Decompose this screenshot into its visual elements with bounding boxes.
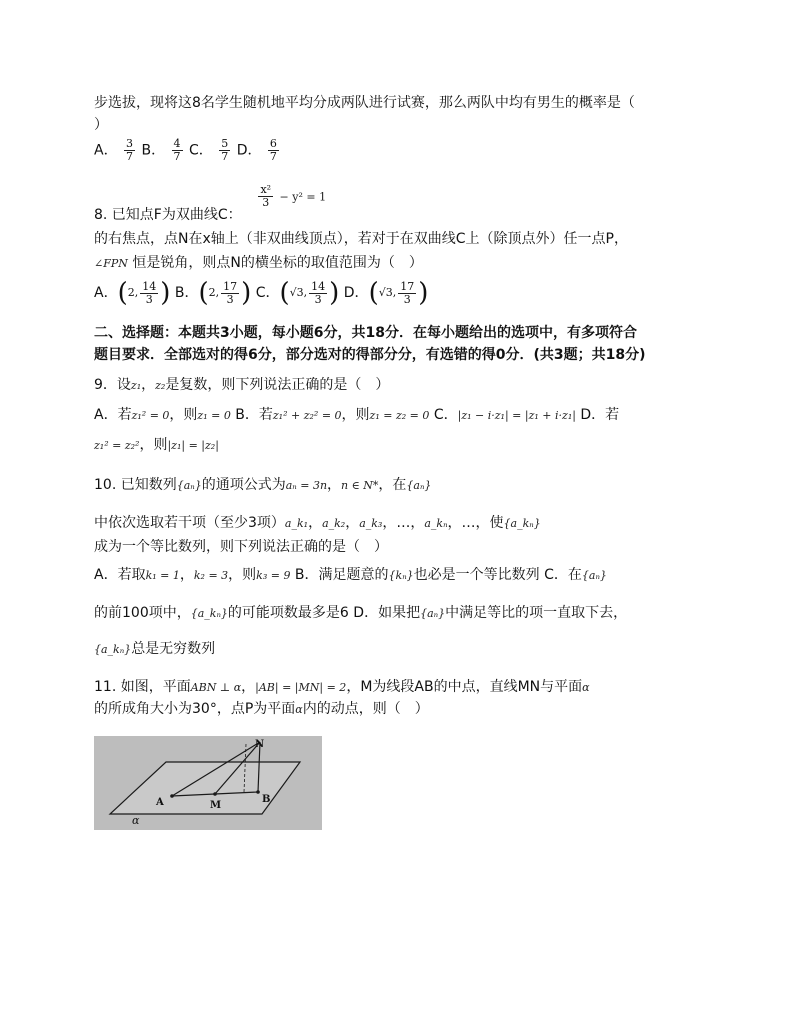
- q8-options: A．(2, $\frac{14}{3}$ ) B．(2, $\frac{17}{3}$ ) C．(√3, $\frac{14}{3}$ ) D．(√3, $\frac{17}{3}$ ): [94, 278, 429, 308]
- q9-a-cond: z₁² = 0: [131, 409, 170, 422]
- label-A: A: [156, 797, 164, 808]
- label-M: M: [210, 800, 222, 811]
- point-A: [170, 794, 174, 798]
- q7-option-c-fraction: $\frac{5}{7}$: [221, 137, 229, 163]
- q8-line2: 的右焦点，点N在x轴上（非双曲线顶点），若对于在双曲线C上（除顶点外）任一点P，: [94, 231, 628, 247]
- q7-line2: ）: [94, 117, 108, 133]
- q8-line1: 8. 已知点F为双曲线C：: [94, 207, 242, 223]
- q8-hyperbola-fraction: $\frac{\text{x²}}{3}$: [260, 183, 272, 209]
- q7-options: [94, 138, 281, 163]
- q11-stem-line1: 11. 如图，平面ABN ⊥ α，|AB| = |MN| = 2，M为线段AB的中点，直线MN与平面α: [94, 679, 590, 695]
- q7-option-a-label: A．: [94, 142, 118, 159]
- q8-angle: ∠FPN: [94, 257, 128, 270]
- point-B: [256, 790, 260, 794]
- q10-stem-line1: 10. 已知数列{aₙ}的通项公式为aₙ = 3n，n ∈ N*，在{aₙ}: [94, 477, 432, 493]
- q10-stem-line3: 成为一个等比数列，则下列说法正确的是（ ）: [94, 539, 388, 555]
- q8-hyperbola-rest: − y² = 1: [279, 190, 327, 204]
- q8-option-b-interval: (2, $\frac{17}{3}$ ): [198, 278, 252, 308]
- q7-option-c-label: C．: [189, 142, 213, 159]
- q9-b-cond: z₁² + z₂² = 0: [272, 409, 342, 422]
- q10-options-row1: A．若取k₁ = 1，k₂ = 3，则k₃ = 9 B．满足题意的{kₙ}也必是一个等比数列 C．在{aₙ}: [94, 567, 607, 583]
- label-N: N: [255, 739, 265, 750]
- q7-option-d-fraction: $\frac{6}{7}$: [269, 137, 277, 163]
- q9-stem: 9．设z₁，z₂是复数，则下列说法正确的是（ ）: [94, 377, 390, 393]
- q9-options-row1: A．若z₁² = 0，则z₁ = 0 B．若z₁² + z₂² = 0，则z₁ = z₂ = 0 C．|z₁ − i·z₁| = |z₁ + i·z₁| D．若: [94, 407, 620, 423]
- q10-stem-line2: 中依次选取若干项（至少3项）a_k₁，a_k₂，a_k₃，…，a_kₙ，…，使{a_kₙ}: [94, 515, 541, 531]
- q9-options-row2: z₁² = z₂²，则|z₁| = |z₂|: [94, 437, 219, 453]
- point-M: [213, 792, 217, 796]
- q7-option-d-label: D．: [236, 142, 262, 159]
- label-B: B: [262, 794, 271, 805]
- q8-option-c-interval: (√3, $\frac{14}{3}$ ): [279, 278, 340, 308]
- q9-c-expr: |z₁ − i·z₁| = |z₁ + i·z₁|: [457, 409, 576, 422]
- label-alpha: α: [132, 814, 140, 827]
- q8-line3: ∠FPN 恒是锐角，则点N的横坐标的取值范围为（ ）: [94, 255, 423, 271]
- q8-option-d-interval: (√3, $\frac{17}{3}$ ): [368, 278, 429, 308]
- q10-options-row2: 的前100项中，{a_kₙ}的可能项数最多是6 D．如果把{aₙ}中满足等比的项一直取下去，: [94, 605, 628, 621]
- q9-d-cond: z₁² = z₂²: [94, 439, 140, 452]
- q7-option-b-fraction: $\frac{4}{7}$: [173, 137, 181, 163]
- q7-option-b-label: B．: [141, 142, 166, 159]
- q11-stem-line2: 的所成角大小为30°，点P为平面α内的动点，则（ ）: [94, 701, 429, 717]
- q7-option-a-fraction: $\frac{3}{7}$: [126, 137, 134, 163]
- q10-options-row3: {a_kₙ}总是无穷数列: [94, 641, 216, 657]
- section2-line2: 题目要求．全部选对的得6分，部分选对的得部分分，有选错的得0分．(共3题；共18分): [94, 347, 646, 363]
- geometry-figure: [94, 736, 322, 830]
- q8-option-a-interval: (2, $\frac{14}{3}$ ): [117, 278, 171, 308]
- section2-line1: 二、选择题：本题共3小题，每小题6分，共18分．在每小题给出的选项中，有多项符合: [94, 325, 637, 341]
- q7-line1: 步选拔，现将这8名学生随机地平均分成两队进行试赛，那么两队中均有男生的概率是（: [94, 95, 635, 111]
